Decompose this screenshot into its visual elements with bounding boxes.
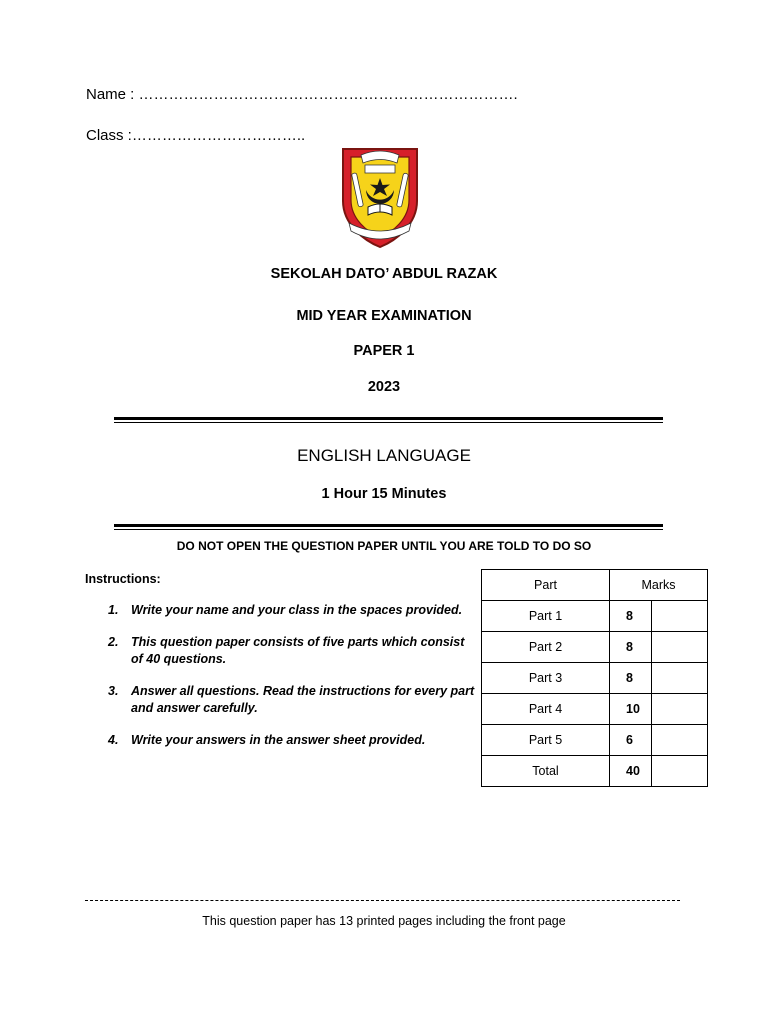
- total-label-cell: Total: [482, 756, 610, 787]
- instruction-item: 3. Answer all questions. Read the instructions for every part and answer carefully.: [108, 684, 475, 715]
- total-marks-cell: 40: [610, 756, 652, 787]
- paper-number: PAPER 1: [353, 343, 415, 359]
- subject-text: ENGLISH LANGUAGE: [297, 446, 471, 465]
- exam-title: MID YEAR EXAMINATION: [296, 308, 472, 324]
- marks-cell: 6: [610, 725, 652, 756]
- school-crest-logo: [335, 143, 425, 251]
- part-cell: Part 2: [482, 632, 610, 663]
- exam-year: 2023: [367, 379, 401, 395]
- marks-cell: 8: [610, 663, 652, 694]
- table-row: [482, 694, 708, 725]
- footer-dashed-divider: [85, 900, 680, 901]
- part-cell: Part 3: [482, 663, 610, 694]
- duration: 1 Hour 15 Minutes: [321, 486, 447, 502]
- table-row: [482, 601, 708, 632]
- instruction-item: 2. This question paper consists of five parts which consist of 40 questions.: [108, 635, 465, 666]
- do-not-open-warning: DO NOT OPEN THE QUESTION PAPER UNTIL YOU ARE TOLD TO DO SO: [176, 539, 592, 553]
- table-header-row: [482, 570, 708, 601]
- marks-header: Marks: [610, 570, 708, 601]
- class-field[interactable]: [86, 127, 305, 144]
- score-cell[interactable]: [652, 601, 708, 632]
- score-cell[interactable]: [652, 725, 708, 756]
- school-name: SEKOLAH DATO’ ABDUL RAZAK: [270, 266, 498, 282]
- class-label: Class :……………………………..: [86, 127, 306, 144]
- marks-cell: 8: [610, 632, 652, 663]
- instructions-title: Instructions:: [85, 572, 161, 586]
- marks-cell: 10: [610, 694, 652, 725]
- part-cell: Part 1: [482, 601, 610, 632]
- score-cell[interactable]: [652, 663, 708, 694]
- table-row: [482, 632, 708, 663]
- subject-title: [0, 446, 768, 466]
- table-row-total: [482, 756, 708, 787]
- name-label: Name : ………………………………………………………………….: [86, 86, 518, 103]
- instruction-item: 1. Write your name and your class in the spaces provided.: [108, 603, 463, 617]
- name-field[interactable]: [86, 86, 518, 103]
- double-rule-bottom: [114, 524, 663, 530]
- part-header: Part: [482, 570, 610, 601]
- marks-table: [481, 569, 708, 787]
- total-score-cell[interactable]: [652, 756, 708, 787]
- part-cell: Part 5: [482, 725, 610, 756]
- part-cell: Part 4: [482, 694, 610, 725]
- table-row: [482, 725, 708, 756]
- table-row: [482, 663, 708, 694]
- score-cell[interactable]: [652, 694, 708, 725]
- score-cell[interactable]: [652, 632, 708, 663]
- marks-cell: 8: [610, 601, 652, 632]
- double-rule-top: [114, 417, 663, 423]
- footer-page-count: This question paper has 13 printed pages including the front page: [202, 914, 566, 928]
- instructions-list: [108, 602, 478, 749]
- instruction-item: 4. Write your answers in the answer sheet provided.: [108, 733, 426, 747]
